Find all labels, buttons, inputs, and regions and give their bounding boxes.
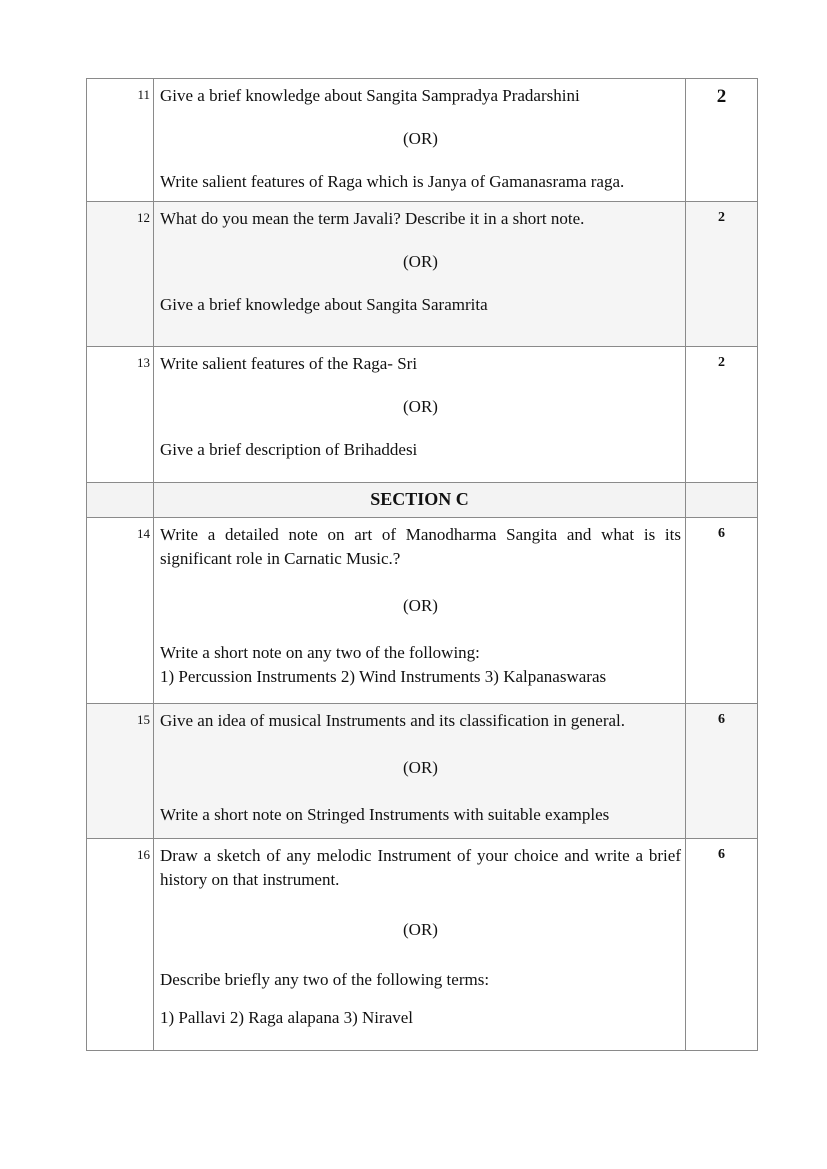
alternative-question-options: 1) Pallavi 2) Raga alapana 3) Niravel [160,1008,414,1027]
alternative-question-text: Write a short note on any two of the following: [160,643,480,662]
or-separator: (OR) [403,129,438,148]
question-number: 16 [137,847,150,862]
or-separator: (OR) [403,252,438,271]
question-row [87,518,758,704]
alternative-question-text: Give a brief description of Brihaddesi [160,440,418,459]
marks: 2 [716,86,727,107]
alternative-question-text: Give a brief knowledge about Sangita Saramrita [160,295,488,314]
question-text: Draw a sketch of any melodic Instrument of your choice and write a brief history on that instrument. [160,846,681,889]
or-separator: (OR) [403,758,438,777]
or-separator: (OR) [403,397,438,416]
question-text: Write a detailed note on art of Manodharma Sangita and what is its significant role in Carnatic Music.? [160,525,681,568]
alternative-question-text: Write a short note on Stringed Instruments with suitable examples [160,805,610,824]
question-number: 13 [137,355,150,370]
question-table [86,78,758,1051]
question-number: 12 [137,210,150,225]
marks: 6 [718,526,725,541]
question-number: 15 [137,712,150,727]
alternative-question-text: Describe briefly any two of the following terms: [160,970,490,989]
marks: 2 [718,210,725,225]
question-row [87,79,758,202]
question-row [87,704,758,839]
alternative-question-options: 1) Percussion Instruments 2) Wind Instruments 3) Kalpanaswaras [160,667,607,686]
question-number: 14 [137,526,150,541]
question-text: Write salient features of the Raga- Sri [160,354,418,373]
question-number: 11 [137,87,150,102]
question-text: What do you mean the term Javali? Describe it in a short note. [160,209,585,228]
or-separator: (OR) [403,596,438,615]
marks: 6 [718,712,725,727]
question-row [87,202,758,347]
question-text: Give a brief knowledge about Sangita Sampradya Pradarshini [160,86,580,105]
alternative-question-text: Write salient features of Raga which is Janya of Gamanasrama raga. [160,172,625,191]
section-title: SECTION C [370,489,469,509]
question-row [87,347,758,483]
question-text: Give an idea of musical Instruments and its classification in general. [160,711,626,730]
section-header-row [87,483,758,518]
question-row [87,839,758,1051]
marks: 6 [718,847,725,862]
marks: 2 [718,355,725,370]
or-separator: (OR) [403,920,438,939]
